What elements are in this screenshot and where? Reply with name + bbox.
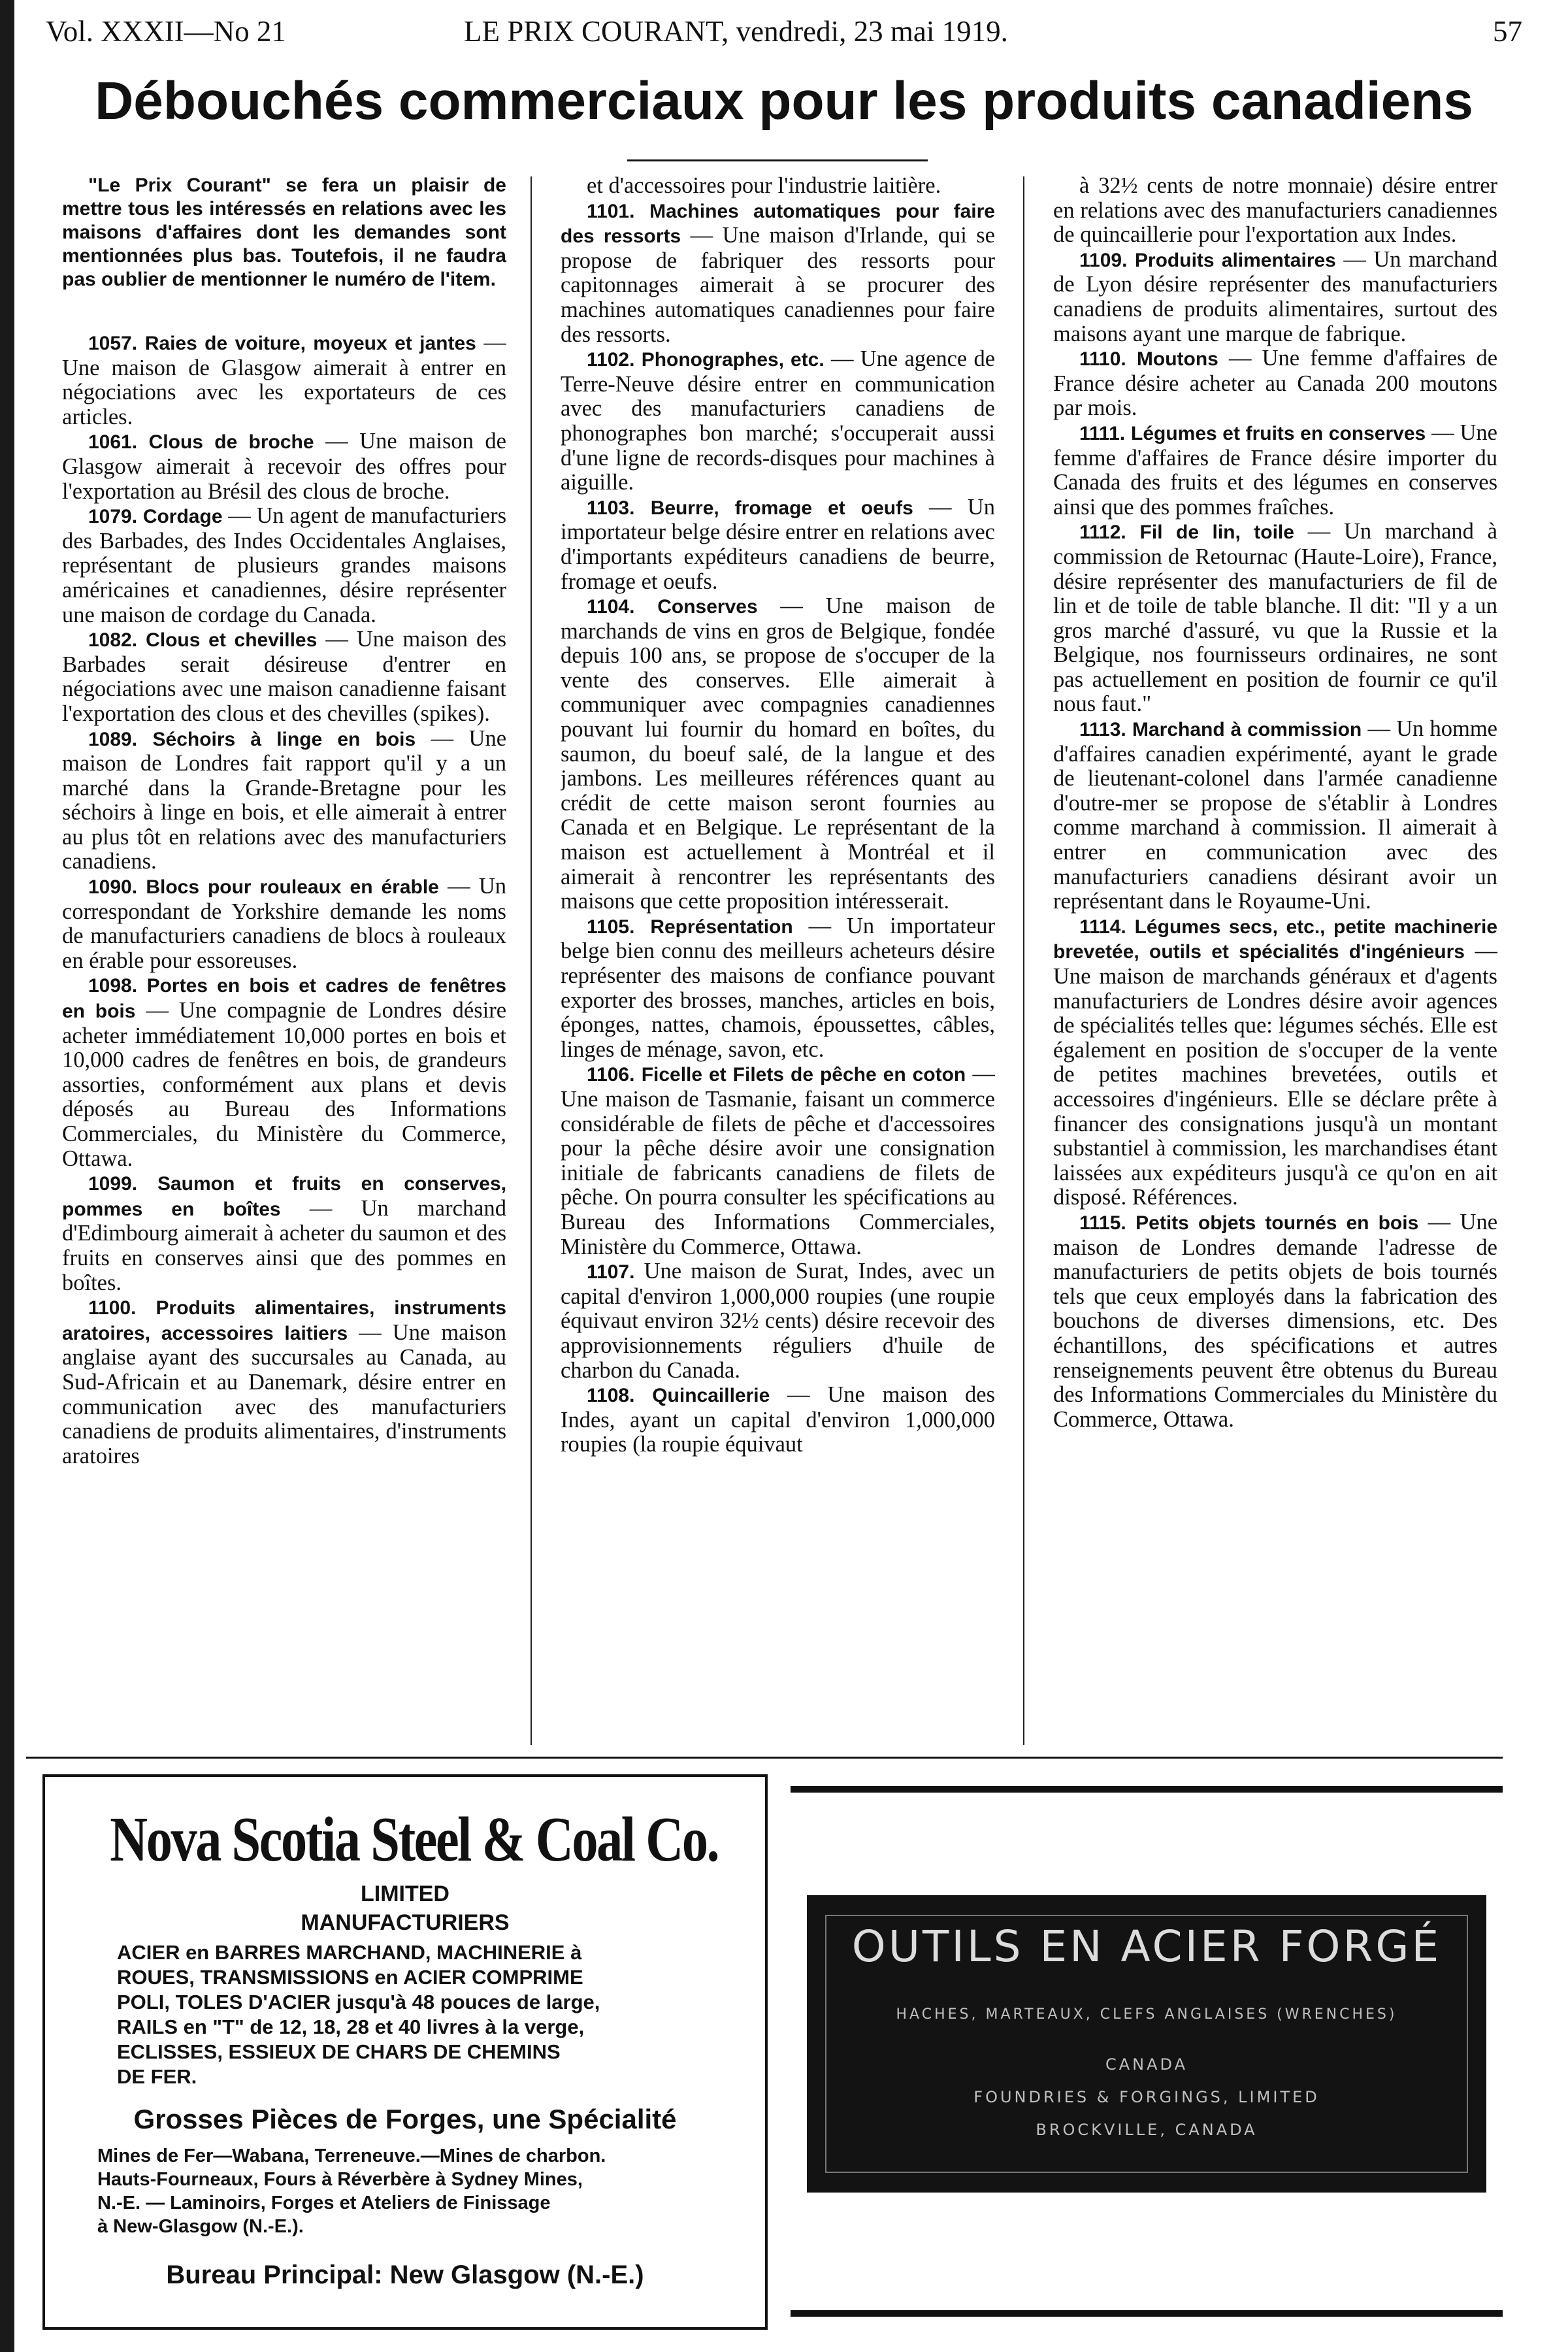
listing-item: [1053, 421, 1497, 520]
listing-text: — Un correspondant de Yorkshire demande les noms de manufacturiers canadiens de blocs à rouleaux en érable pour essoreuses.: [62, 874, 506, 973]
listing-item: [1053, 1210, 1497, 1432]
article-title: Débouchés commerciaux pour les produits canadiens: [95, 71, 1473, 131]
listing-item: [1053, 717, 1497, 914]
listing-number: 1061.: [88, 431, 138, 454]
column-divider: [531, 176, 532, 1745]
listing-text: — Une maison des Barbades serait désireuse d'entrer en négociations avec une maison canadienne faisant l'exportation des clous et des chevilles (spikes).: [62, 627, 506, 726]
listing-number: 1105.: [587, 916, 635, 938]
listing-title: Séchoirs à linge en bois: [152, 728, 416, 750]
listing-title: Machines automatiques pour faire des ressorts: [561, 200, 995, 248]
listing-item: [62, 331, 506, 429]
publication-date: LE PRIX COURANT, vendredi, 23 mai 1919.: [464, 15, 1008, 48]
ad-manufacturiers: MANUFACTURIERS: [301, 1910, 510, 1935]
listing-number: 1057.: [88, 333, 138, 354]
listing-item: [62, 1295, 506, 1468]
listing-text: — Une maison de Londres demande l'adresse de manufacturiers de petits objets de bois tournés tels que ceux employés dans la fabrication des bouchons de diverses dimensions, etc. Des échantillons, des spécifications et autres renseignements peuvent être obtenus du Bureau des Informations Commerciales du Ministère du Commerce, Ottawa.: [1053, 1209, 1497, 1432]
ad-product-line: RAILS en "T" de 12, 18, 28 et 40 livres à la verge,: [117, 2015, 585, 2038]
listing-item: [62, 874, 506, 973]
listing-title: Phonographes, etc.: [641, 349, 825, 371]
volume-number: Vol. XXXII—No 21: [46, 15, 286, 48]
listing-number: 1104.: [587, 596, 635, 618]
listing-item: [1053, 520, 1497, 717]
listing-title: Représentation: [650, 916, 793, 938]
listing-number: 1111.: [1079, 422, 1126, 444]
listing-text: — Un importateur belge désire entrer en relations avec d'importants expéditeurs canadiens de beurre, fromage et oeufs.: [561, 494, 995, 594]
listing-item: [62, 973, 506, 1171]
listing-number: 1115.: [1079, 1212, 1126, 1234]
listing-text: — Une maison de Glasgow aimerait à recevoir des offres pour l'exportation au Brésil des clous de broche.: [62, 429, 506, 504]
listing-text: — Un marchand d'Edimbourg aimerait à acheter du saumon et des fruits en conserves ainsi que des pommes en boîtes.: [62, 1195, 506, 1295]
ad-products: [117, 1940, 738, 2089]
listing-number: 1114.: [1079, 916, 1126, 938]
listing-item: [1053, 174, 1497, 248]
listing-number: 1089.: [88, 728, 138, 750]
listing-item: [62, 727, 506, 875]
page-number: 57: [1493, 15, 1522, 48]
listing-number: 1103.: [587, 497, 635, 519]
listing-title: Saumon et fruits en conserves, pommes en boîtes: [62, 1173, 506, 1220]
bottom-rule: [26, 1757, 1503, 1759]
listing-text: — Un homme d'affaires canadien expérimenté, ayant le grade de lieutenant-colonel dans l'armée canadienne d'outre-mer se propose de s'établir à Londres comme marchand à commission. Il aimerait à entrer en communication avec des manufacturiers canadiens désirant avoir un représentant dans le Royaume-Uni.: [1053, 716, 1497, 914]
ad-product-line: ACIER en BARRES MARCHAND, MACHINERIE à: [117, 1941, 582, 1964]
listing-number: 1109.: [1079, 249, 1128, 271]
listing-item: [561, 914, 995, 1063]
ad-specialty: Grosses Pièces de Forges, une Spécialité: [133, 2104, 677, 2134]
listing-number: 1090.: [88, 876, 138, 899]
ad-product-line: POLI, TOLES D'ACIER jusqu'à 48 pouces de large,: [117, 1991, 600, 2013]
listing-title: Raies de voiture, moyeux et jantes: [144, 333, 476, 354]
listing-text: — Une maison de marchands généraux et d'agents manufacturiers de Londres désire avoir agences de spécialités telles que: légumes séchés. Elle est également en position de s'occuper de la vente de petites machines brevetées, outils et accessoires d'ingénieurs. Elle se déclare prête à financer des consignations jusqu'à un montant substantiel à commission, les marchandises étant laissées aux expéditeurs jusqu'à ce qu'on en ait disposé. Références.: [1053, 938, 1497, 1210]
listing-title: Ficelle et Filets de pêche en coton: [641, 1064, 966, 1086]
listing-number: 1099.: [88, 1173, 138, 1195]
listing-text: — Une femme d'affaires de France désire importer du Canada des fruits et des légumes en conserves ainsi que des pommes fraîches.: [1053, 420, 1497, 520]
listing-text: — Un importateur belge bien connu des meilleurs acheteurs désire représenter des maisons de confiance pouvant exporter des brosses, manches, articles en bois, éponges, nattes, chamois, époussettes, câbles, linges de ménage, savon, etc.: [561, 913, 995, 1062]
listing-text: et d'accessoires pour l'industrie laitière.: [587, 174, 941, 198]
listing-text: — Une maison de marchands de vins en gros de Belgique, fondée depuis 100 ans, se propose de s'occuper de la vente des conserves. Elle aimerait à communiquer avec compagnies canadiennes pouvant lui fournir du homard en boîtes, du saumon, du boeuf salé, de la langue et des jambons. Les meilleures références quant au crédit de cette maison seront fournies au Canada et en Belgique. Le représentant de la maison est actuellement à Montréal et il aimerait à rencontrer les représentants des maisons que cette proposition intéresserait.: [561, 593, 995, 914]
listing-text: — Une maison de Tasmanie, faisant un commerce considérable de filets de pêche et d'accessoires pour la pêche désire avoir une consignation initiale de fabricants canadiens de filets de pêche. On pourra consulter les spécifications au Bureau des Informations Commerciales, Ministère du Commerce, Ottawa.: [561, 1061, 995, 1259]
listing-item: [561, 495, 995, 594]
listing-number: 1082.: [88, 629, 138, 652]
ad-outils-maker: FOUNDRIES & FORGINGS, LIMITED: [973, 2088, 1320, 2106]
ad-top-rule: [791, 1786, 1503, 1793]
ad-product-line: DE FER.: [117, 2065, 197, 2088]
listing-text: — Une maison des Indes, ayant un capital d'environ 1,000,000 roupies (la roupie équivaut: [561, 1382, 995, 1457]
listing-number: 1102.: [587, 349, 635, 371]
scan-edge: [0, 0, 14, 2352]
listing-number: 1112.: [1079, 522, 1126, 544]
ad-outils-title: OUTILS EN ACIER FORGÉ: [851, 1921, 1442, 1972]
ad-outils-country: CANADA: [1105, 2055, 1188, 2074]
ad-product-line: ROUES, TRANSMISSIONS en ACIER COMPRIME: [117, 1966, 583, 1989]
ad-outils-city: BROCKVILLE, CANADA: [1036, 2121, 1258, 2139]
listing-title: Clous de broche: [148, 431, 314, 454]
nova-scotia-advertisement: [42, 1774, 768, 2330]
column-items: [1053, 174, 1497, 1432]
listing-number: 1100.: [88, 1297, 137, 1319]
ad-location-line: Mines de Fer—Wabana, Terreneuve.—Mines de charbon.: [97, 2145, 606, 2166]
listing-title: Cordage: [142, 506, 223, 528]
listing-item: [561, 594, 995, 914]
ad-outils-subtitle: HACHES, MARTEAUX, CLEFS ANGLAISES (WRENCHES): [896, 2006, 1397, 2023]
article-intro: "Le Prix Courant" se fera un plaisir de mettre tous les intéressés en relations avec les maisons d'affaires dont les demandes sont mentionnées plus bas. Toutefois, il ne faudra pas oublier de mentionner le numéro de l'item.: [62, 174, 506, 290]
listing-item: [1053, 914, 1497, 1210]
ad-location-line: Hauts-Fourneaux, Fours à Réverbère à Sydney Mines,: [97, 2169, 583, 2190]
column-divider: [1023, 176, 1024, 1745]
listing-text: — Une femme d'affaires de France désire acheter au Canada 200 moutons par mois.: [1053, 346, 1497, 421]
page-header: [46, 9, 1522, 55]
ad-bottom-rule: [791, 2310, 1503, 2317]
listing-title: Légumes et fruits en conserves: [1131, 422, 1426, 444]
listing-title: Légumes secs, etc., petite machinerie brevetée, outils et spécialités d'ingénieurs: [1053, 916, 1497, 963]
listing-text: — Un marchand de Lyon désire représenter des manufacturiers canadiens de produits alimentaires, surtout des maisons ayant une marque de fabrique.: [1053, 246, 1497, 346]
listing-item: [62, 504, 506, 627]
ad-location-line: N.-E. — Laminoirs, Forges et Ateliers de Finissage: [97, 2193, 551, 2213]
listing-item: [561, 199, 995, 348]
ad-product-line: ECLISSES, ESSIEUX DE CHARS DE CHEMINS: [117, 2040, 561, 2063]
listing-number: 1101.: [587, 200, 635, 222]
article-column-2: [561, 174, 995, 1749]
column-items: [561, 174, 995, 1457]
listing-text: — Une maison anglaise ayant des succursales au Canada, au Sud-Africain et au Danemark, désire entrer en communication avec des manufacturiers canadiens de produits alimentaires, d'instruments aratoires: [62, 1319, 506, 1468]
listing-text: — Une maison d'Irlande, qui se propose de fabriquer des ressorts pour capitonnages aimerait à se procurer des machines automatiques canadiennes pour faire des ressorts.: [561, 223, 995, 347]
listing-text: — Un marchand à commission de Retournac (Haute-Loire), France, désire représenter des manufacturiers de fil de lin et de toile de table blanche. Il dit: "Il y a un gros marché d'assuré, vu que la Russie et la Belgique, nos fournisseurs ordinaires, ne sont pas actuellement en position de fournir ce qu'il nous faut.": [1053, 519, 1497, 717]
listing-item: [561, 347, 995, 495]
listing-title: Petits objets tournés en bois: [1135, 1212, 1419, 1234]
listing-text: — Une compagnie de Londres désire acheter immédiatement 10,000 portes en bois et 10,000 cadres de fenêtres en bois, de grandeurs assorties, conformément aux plans et devis déposés au Bureau des Informations Commerciales, du Ministère du Commerce, Ottawa.: [62, 998, 506, 1171]
listing-title: Produits alimentaires, instruments aratoires, accessoires laitiers: [62, 1297, 506, 1344]
article-column-1: [62, 174, 506, 1749]
ad-company-name: Nova Scotia Steel & Coal Co.: [110, 1804, 719, 1875]
listing-title: Quincaillerie: [652, 1385, 770, 1407]
ad-limited: LIMITED: [361, 1881, 449, 1906]
column-items: [62, 331, 506, 1468]
listing-item: [561, 1383, 995, 1457]
outils-advertisement: [791, 1774, 1503, 2330]
listing-number: 1106.: [587, 1064, 635, 1086]
listing-number: 1079.: [88, 506, 138, 528]
listing-number: 1098.: [88, 975, 138, 997]
ad-dark-panel: [807, 1895, 1486, 2193]
title-rule: [627, 159, 928, 161]
listing-title: Portes en bois et cadres de fenêtres en bois: [62, 975, 506, 1023]
listing-item: [561, 1062, 995, 1259]
listing-text: — Une maison de Glasgow aimerait à entrer en négociations avec les exportateurs de ces articles.: [62, 330, 506, 429]
listing-title: Fil de lin, toile: [1139, 522, 1294, 544]
listing-item: [62, 627, 506, 726]
listing-text: — Une agence de Terre-Neuve désire entrer en communication avec des manufacturiers canadiens de phonographes bon marché; s'occuperait aussi d'une ligne de records-disques pour machines à aiguille.: [561, 346, 995, 495]
ad-bureau: Bureau Principal: New Glasgow (N.-E.): [166, 2261, 644, 2289]
listing-text: — Un agent de manufacturiers des Barbades, des Indes Occidentales Anglaises, représentant de plusieurs grandes maisons américaines et canadiennes, désire représenter une maison de cordage du Canada.: [62, 503, 506, 627]
article-column-3: [1053, 174, 1497, 1749]
ad-locations: [97, 2144, 751, 2238]
listing-title: Produits alimentaires: [1134, 249, 1336, 271]
listing-title: Moutons: [1136, 348, 1218, 371]
listing-item: [62, 429, 506, 504]
listing-number: 1110.: [1079, 348, 1126, 371]
listing-number: 1108.: [587, 1385, 635, 1407]
listing-item: [62, 1171, 506, 1295]
listing-item: [561, 174, 995, 199]
listing-number: 1107.: [587, 1261, 635, 1284]
listing-item: [1053, 248, 1497, 346]
listing-text: — Une maison de Londres fait rapport qu'il y a un marché dans la Grande-Bretagne pour les séchoirs à linge en bois, et elle aimerait à entrer au plus tôt en relations avec des manufacturiers canadiens.: [62, 725, 506, 874]
listing-title: Clous et chevilles: [146, 629, 318, 652]
listing-title: Conserves: [657, 596, 758, 618]
listing-item: [1053, 346, 1497, 421]
listing-number: 1113.: [1079, 719, 1126, 741]
listing-item: [561, 1259, 995, 1383]
ad-location-line: à New-Glasgow (N.-E.).: [97, 2216, 304, 2237]
listing-title: Marchand à commission: [1132, 719, 1362, 741]
listing-text: à 32½ cents de notre monnaie) désire entrer en relations avec des manufacturiers canadiennes de quincaillerie pour l'exportation aux Indes.: [1053, 174, 1497, 248]
listing-text: Une maison de Surat, Indes, avec un capital d'environ 1,000,000 roupies (une roupie équivaut environ 32½ cents) désire recevoir des approvisionnements réguliers d'huile de charbon du Canada.: [561, 1259, 995, 1383]
listing-title: Beurre, fromage et oeufs: [650, 497, 913, 519]
listing-title: Blocs pour rouleaux en érable: [146, 876, 439, 899]
